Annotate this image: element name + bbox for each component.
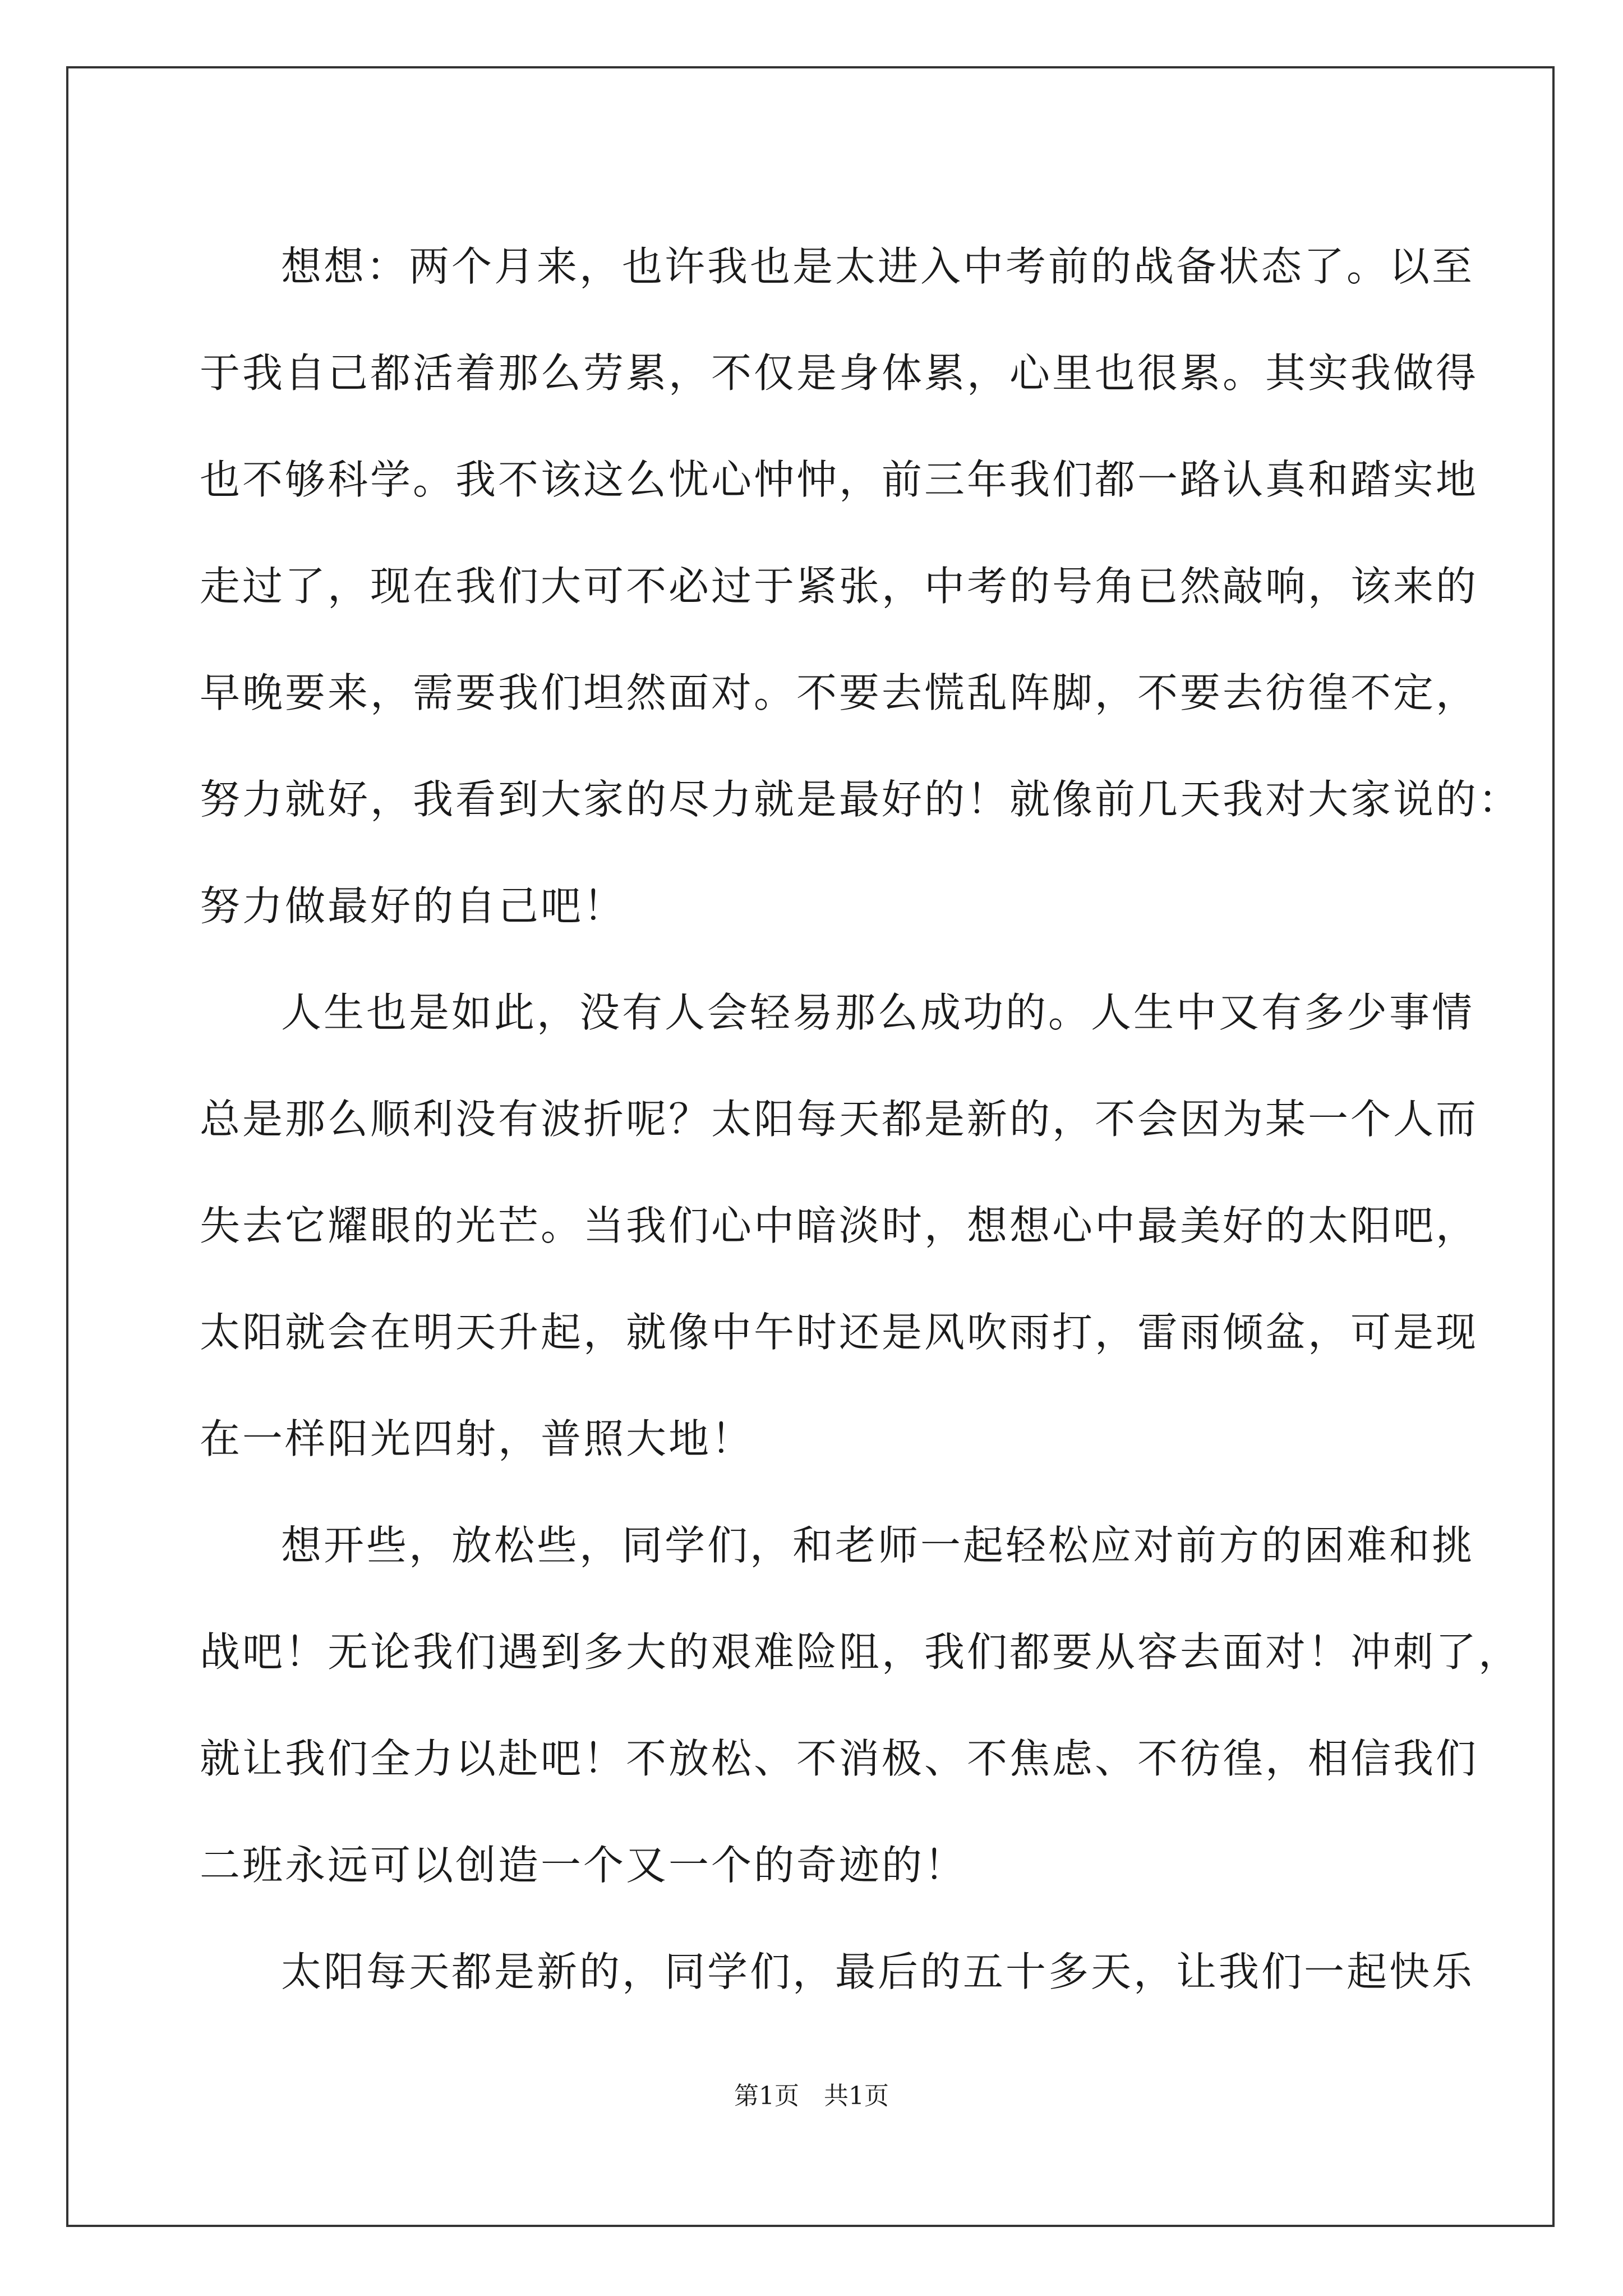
text-line: 总是那么顺利没有波折呢？太阳每天都是新的，不会因为某一个人而 (200, 1096, 1479, 1143)
text-line: 早晚要来，需要我们坦然面对。不要去慌乱阵脚，不要去彷徨不定， (200, 669, 1479, 716)
text-line: 也不够科学。我不该这么忧心忡忡，前三年我们都一路认真和踏实地 (200, 456, 1479, 503)
text-line: 太阳就会在明天升起，就像中午时还是风吹雨打，雷雨倾盆，可是现 (200, 1309, 1479, 1356)
text-line: 走过了，现在我们大可不必过于紧张，中考的号角已然敲响，该来的 (200, 563, 1479, 610)
text-line: 失去它耀眼的光芒。当我们心中暗淡时，想想心中最美好的太阳吧， (200, 1202, 1479, 1249)
text-line: 努力做最好的自己吧！ (200, 882, 626, 930)
text-line: 在一样阳光四射，普照大地！ (200, 1415, 754, 1462)
text-line: 努力就好，我看到大家的尽力就是最好的！就像前几天我对大家说的： (200, 776, 1521, 823)
text-line: 想想：两个月来，也许我也是太进入中考前的战备状态了。以至 (281, 243, 1475, 290)
page-number-footer: 第1页 共1页 (734, 2082, 889, 2110)
text-line: 想开些，放松些，同学们，和老师一起轻松应对前方的困难和挑 (281, 1522, 1475, 1569)
text-line: 于我自己都活着那么劳累，不仅是身体累，心里也很累。其实我做得 (200, 349, 1479, 397)
text-line: 人生也是如此，没有人会轻易那么成功的。人生中又有多少事情 (281, 989, 1475, 1036)
document-body (200, 213, 1521, 2025)
text-line: 就让我们全力以赴吧！不放松、不消极、不焦虑、不彷徨，相信我们 (200, 1735, 1479, 1782)
text-line: 太阳每天都是新的，同学们，最后的五十多天，让我们一起快乐 (281, 1948, 1475, 1995)
text-line: 战吧！无论我们遇到多大的艰难险阻，我们都要从容去面对！冲刺了， (200, 1628, 1521, 1676)
text-line: 二班永远可以创造一个又一个的奇迹的！ (200, 1842, 967, 1889)
